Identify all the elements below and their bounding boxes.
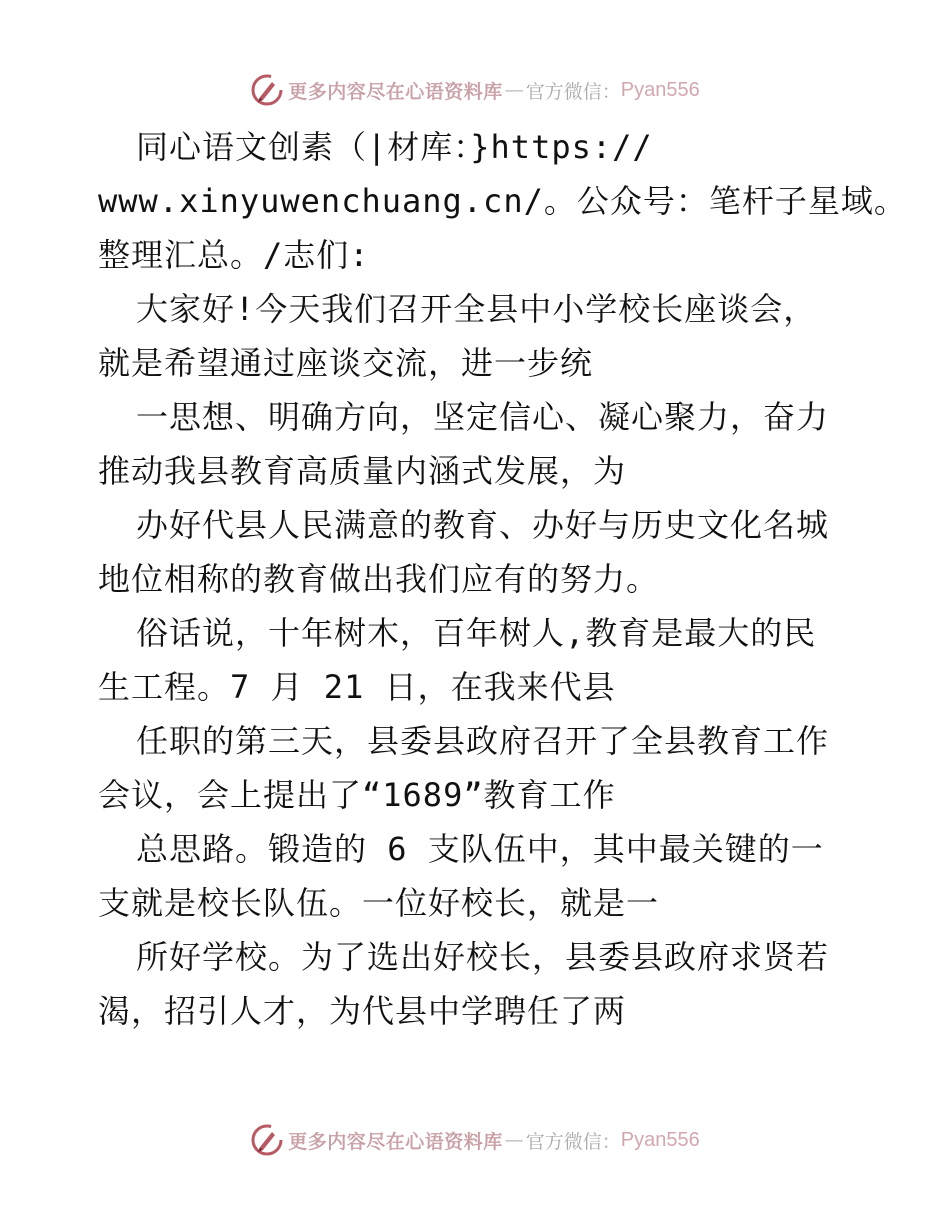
pen-logo-icon — [250, 1123, 284, 1157]
text-line: 生工程。7 月 21 日，在我来代县 — [98, 668, 616, 706]
text-line: www.xinyuwenchuang.cn/。公众号：笔杆子星域。 — [98, 182, 907, 220]
text-line: 大家好!今天我们召开全县中小学校长座谈会， — [136, 290, 817, 328]
text-line: 整理汇总。/志们: — [98, 236, 370, 274]
text-line: 任职的第三天，县委县政府召开了全县教育工作 — [136, 722, 830, 760]
footer-banner — [0, 1120, 950, 1160]
banner-separator: — — [504, 1129, 524, 1151]
text-line: 一思想、明确方向，坚定信心、凝心聚力，奋力 — [136, 398, 830, 436]
banner-slogan: 更多内容尽在心语资料库 — [288, 80, 503, 103]
document-body — [98, 120, 907, 1038]
pen-logo-icon — [250, 73, 284, 107]
banner-content — [250, 73, 700, 107]
banner-content — [250, 1123, 700, 1157]
banner-account-id: Pyan556 — [620, 1128, 700, 1151]
text-line: 会议，会上提出了“1689”教育工作 — [98, 776, 616, 814]
text-line: 办好代县人民满意的教育、办好与历史文化名城 — [136, 506, 830, 544]
text-line: 地位相称的教育做出我们应有的努力。 — [98, 560, 660, 598]
text-line: 所好学校。为了选出好校长，县委县政府求贤若 — [136, 938, 830, 976]
text-line: 支就是校长队伍。一位好校长，就是一 — [98, 884, 660, 922]
banner-separator: — — [504, 79, 524, 101]
banner-slogan: 更多内容尽在心语资料库 — [288, 1130, 503, 1153]
text-line: 同心语文创素（|材库：}https:// — [136, 128, 653, 166]
text-line: 俗话说，十年树木，百年树人,教育是最大的民 — [136, 614, 817, 652]
text-line: 总思路。锻造的 6 支队伍中，其中最关键的一 — [136, 830, 824, 868]
header-banner — [0, 70, 950, 110]
banner-official-label: 官方微信： — [525, 1130, 621, 1153]
text-line: 推动我县教育高质量内涵式发展，为 — [98, 452, 627, 490]
banner-official-label: 官方微信： — [525, 80, 621, 103]
text-line: 就是希望通过座谈交流，进一步统 — [98, 344, 594, 382]
banner-account-id: Pyan556 — [620, 78, 700, 101]
text-line: 渴，招引人才，为代县中学聘任了两 — [98, 992, 627, 1030]
